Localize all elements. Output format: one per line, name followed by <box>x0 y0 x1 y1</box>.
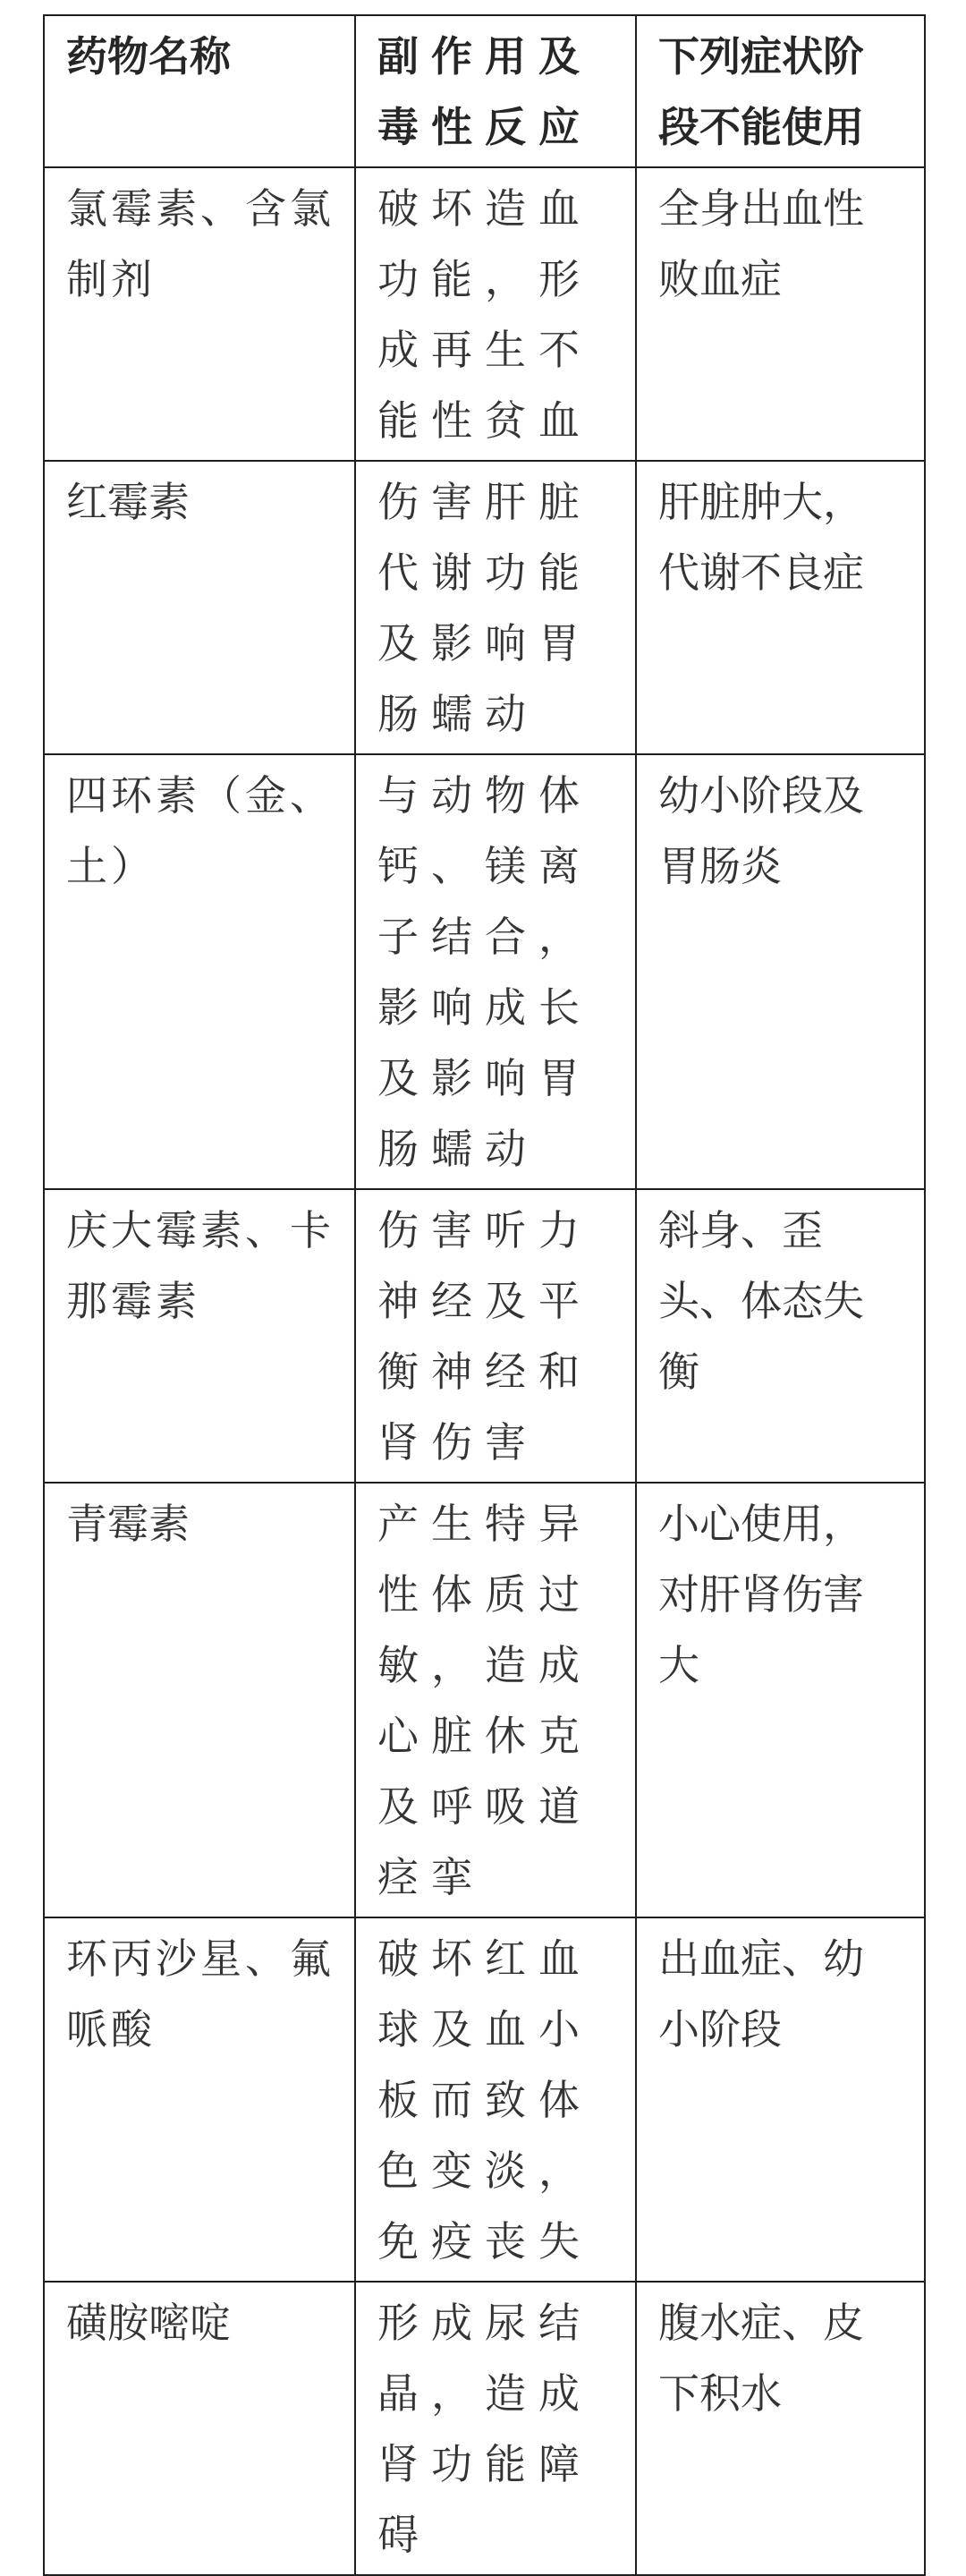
drug-name-cell: 四环素（金、土） <box>44 754 355 1189</box>
side-effect-cell: 形成尿结晶，造成肾功能障碍 <box>355 2282 636 2575</box>
drug-name-cell: 氯霉素、含氯制剂 <box>44 167 355 461</box>
header-drug-name: 药物名称 <box>44 15 355 167</box>
header-contraindication: 下列症状阶段不能使用 <box>636 15 925 167</box>
side-effect-cell: 产生特异性体质过敏，造成心脏休克及呼吸道痉挛 <box>355 1483 636 1917</box>
drug-name-cell: 青霉素 <box>44 1483 355 1917</box>
contraindication-cell: 出血症、幼小阶段 <box>636 1917 925 2282</box>
contraindication-cell: 全身出血性败血症 <box>636 167 925 461</box>
contraindication-cell: 斜身、歪头、体态失衡 <box>636 1189 925 1483</box>
table-row <box>44 461 925 754</box>
table-row <box>44 1917 925 2282</box>
drug-name-cell: 磺胺嘧啶 <box>44 2282 355 2575</box>
contraindication-cell: 腹水症、皮下积水 <box>636 2282 925 2575</box>
side-effect-cell: 伤害肝脏代谢功能及影响胃肠蠕动 <box>355 461 636 754</box>
contraindication-cell: 小心使用，对肝肾伤害大 <box>636 1483 925 1917</box>
table-row <box>44 2282 925 2575</box>
side-effect-cell: 伤害听力神经及平衡神经和肾伤害 <box>355 1189 636 1483</box>
header-side-effects: 副作用及毒性反应 <box>355 15 636 167</box>
drug-side-effect-table <box>43 14 926 2576</box>
drug-name-cell: 环丙沙星、氟哌酸 <box>44 1917 355 2282</box>
table-row <box>44 754 925 1189</box>
contraindication-cell: 肝脏肿大，代谢不良症 <box>636 461 925 754</box>
table-row <box>44 1189 925 1483</box>
drug-name-cell: 红霉素 <box>44 461 355 754</box>
drug-name-cell: 庆大霉素、卡那霉素 <box>44 1189 355 1483</box>
table-row <box>44 167 925 461</box>
side-effect-cell: 破坏红血球及血小板而致体色变淡，免疫丧失 <box>355 1917 636 2282</box>
side-effect-cell: 破坏造血功能，形成再生不能性贫血 <box>355 167 636 461</box>
table-header-row <box>44 15 925 167</box>
contraindication-cell: 幼小阶段及胃肠炎 <box>636 754 925 1189</box>
side-effect-cell: 与动物体钙、镁离子结合，影响成长及影响胃肠蠕动 <box>355 754 636 1189</box>
table-row <box>44 1483 925 1917</box>
